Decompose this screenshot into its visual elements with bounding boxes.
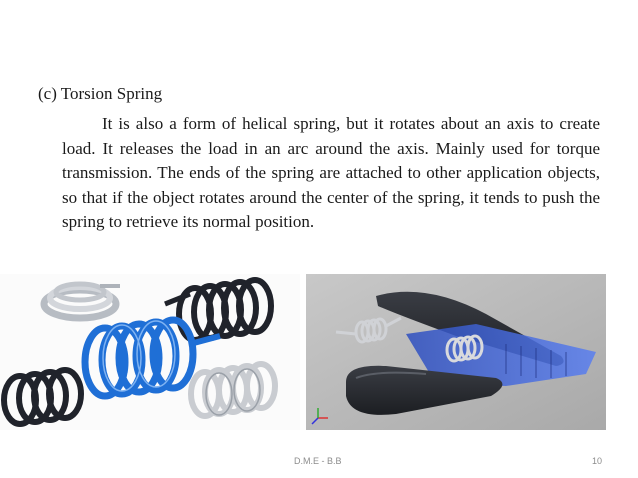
silver-spring-front <box>191 364 275 416</box>
silver-flat-spring <box>44 284 120 318</box>
slide-paragraph: It is also a form of helical spring, but it rotates about an axis to create load. It releases the load in an arc around the axis. Mainly used for torque transmission. The ends of the spring are attached to other application objects, so that if the object rotates around the center of the spring, it tends to push the spring to retrieve its normal position. <box>62 114 600 232</box>
slide-heading: (c) Torsion Spring <box>38 84 163 103</box>
clip-render-image <box>306 274 606 430</box>
black-spring-front <box>4 370 81 424</box>
footer-label: D.M.E - B.B <box>294 456 342 466</box>
torsion-springs-photo <box>0 274 300 430</box>
page-number: 10 <box>592 456 603 466</box>
black-spring-back <box>165 280 271 340</box>
